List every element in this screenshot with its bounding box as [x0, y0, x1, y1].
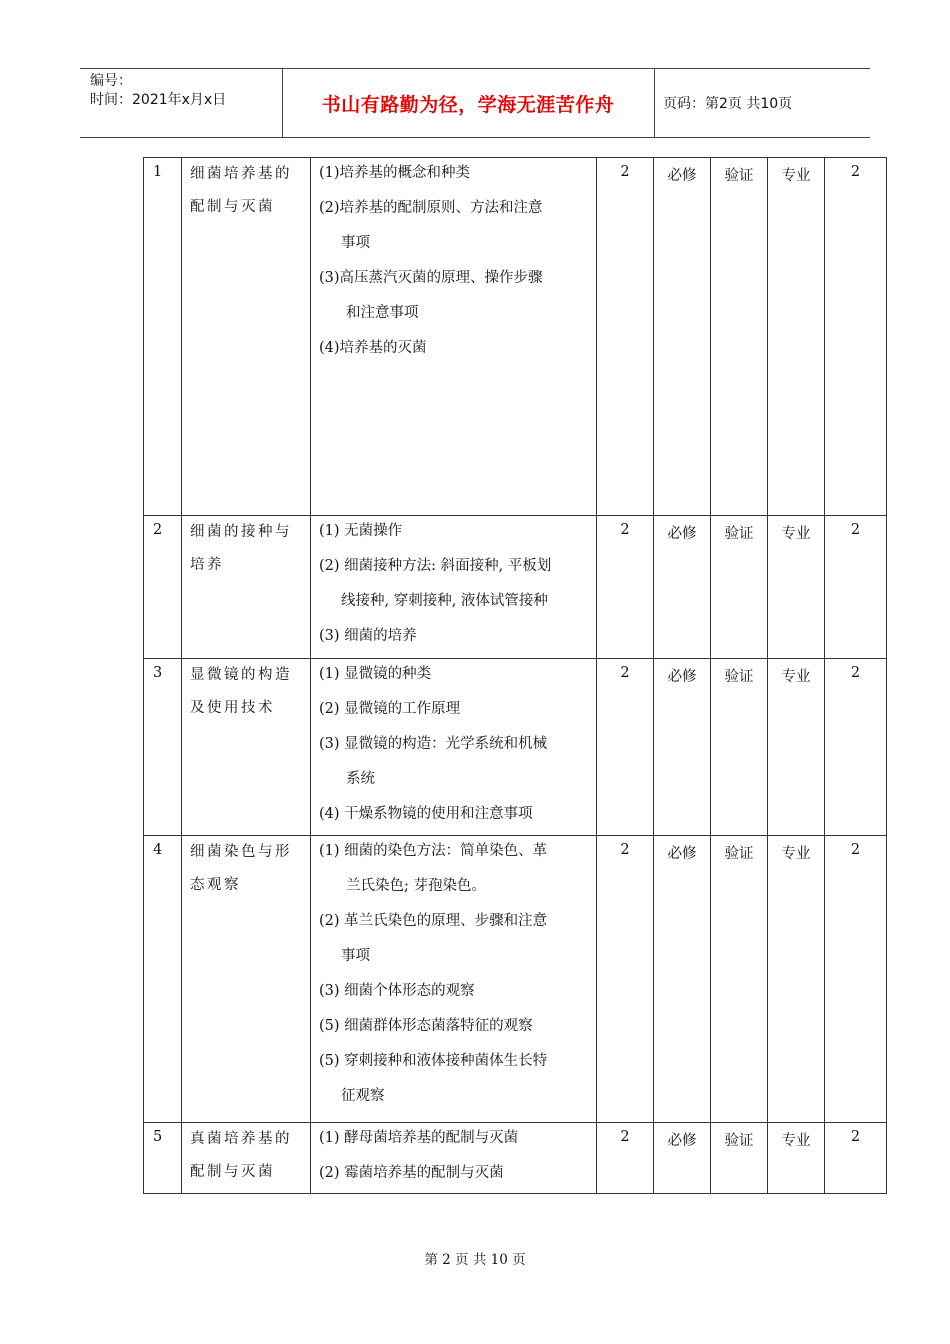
experiment-name-line: 细菌的接种与 [190, 524, 292, 540]
experiment-kind-cell: 验证 [711, 516, 768, 659]
header-page-info: 页码：第2页 共10页 [663, 96, 793, 112]
time-label: 时间：2021年x月x日 [90, 92, 227, 108]
page-footer: 第 2 页 共 10 页 [424, 1252, 526, 1268]
experiment-name-line: 细菌染色与形 [190, 844, 292, 860]
content-item-continuation: 事项 [341, 948, 370, 964]
row-number: 4 [144, 836, 182, 1123]
experiment-name-line: 细菌培养基的 [190, 166, 292, 182]
content-item-text: (5) 细菌群体形态菌落特征的观察 [319, 1018, 533, 1034]
audience-cell: 专业 [768, 1123, 825, 1194]
content-item [319, 626, 590, 646]
experiment-name-line: 及使用技术 [190, 700, 275, 716]
content-item [319, 1163, 590, 1183]
content-item-text: (2) 霉菌培养基的配制与灭菌 [319, 1165, 504, 1181]
group-size-cell: 2 [825, 158, 887, 516]
experiment-content [311, 659, 597, 836]
content-item-text: (2)培养基的配制原则、方法和注意 [319, 200, 543, 216]
group-size-cell: 2 [825, 1123, 887, 1194]
content-item-continuation: 和注意事项 [346, 305, 419, 321]
hours-cell: 2 [597, 1123, 654, 1194]
group-size-cell: 2 [825, 836, 887, 1123]
row-number: 5 [144, 1123, 182, 1194]
experiment-content [311, 516, 597, 659]
content-item-continuation: 征观察 [341, 1088, 385, 1104]
content-item-text: (2) 显微镜的工作原理 [319, 701, 461, 717]
header-motto: 书山有路勤为径，学海无涯苦作舟 [321, 93, 615, 116]
content-item-text: (5) 穿刺接种和液体接种菌体生长特 [319, 1053, 548, 1069]
content-item [319, 163, 590, 183]
course-type-cell: 必修 [654, 659, 711, 836]
course-type-cell: 必修 [654, 836, 711, 1123]
hours-cell: 2 [597, 659, 654, 836]
experiment-kind-cell: 验证 [711, 659, 768, 836]
table-row [144, 516, 887, 659]
content-item-text: (4)培养基的灭菌 [319, 340, 427, 356]
experiment-name-line: 态观察 [190, 877, 241, 893]
experiment-name [182, 158, 311, 516]
header-meta [90, 72, 226, 110]
table-row [144, 836, 887, 1123]
header-divider [654, 69, 655, 137]
content-item [319, 338, 590, 358]
hours-cell: 2 [597, 516, 654, 659]
experiment-kind-cell: 验证 [711, 1123, 768, 1194]
experiment-name-line: 配制与灭菌 [190, 199, 275, 215]
group-size-cell: 2 [825, 516, 887, 659]
audience-cell: 专业 [768, 659, 825, 836]
experiment-kind-cell: 验证 [711, 158, 768, 516]
content-item-text: (1) 无菌操作 [319, 523, 403, 539]
experiment-kind-cell: 验证 [711, 836, 768, 1123]
experiment-name-line: 显微镜的构造 [190, 667, 292, 683]
course-type-cell: 必修 [654, 158, 711, 516]
content-item [319, 804, 590, 824]
content-item [319, 1016, 590, 1036]
experiment-name [182, 659, 311, 836]
content-item [319, 841, 590, 896]
content-item [319, 734, 590, 789]
row-number: 1 [144, 158, 182, 516]
table-row [144, 158, 887, 516]
course-type-cell: 必修 [654, 1123, 711, 1194]
experiment-name-line: 真菌培养基的 [190, 1131, 292, 1147]
hours-cell: 2 [597, 836, 654, 1123]
content-item [319, 268, 590, 323]
content-item-continuation: 系统 [346, 771, 375, 787]
hours-cell: 2 [597, 158, 654, 516]
content-item-text: (1) 显微镜的种类 [319, 666, 432, 682]
experiment-name [182, 836, 311, 1123]
content-item-text: (3) 细菌的培养 [319, 628, 417, 644]
content-item [319, 521, 590, 541]
content-item [319, 198, 590, 253]
experiment-name-line: 配制与灭菌 [190, 1164, 275, 1180]
content-item [319, 1128, 590, 1148]
content-item-continuation: 事项 [341, 235, 370, 251]
content-item-continuation: 线接种, 穿刺接种, 液体试管接种 [341, 593, 548, 609]
experiment-name [182, 1123, 311, 1194]
experiment-content [311, 836, 597, 1123]
experiment-content [311, 1123, 597, 1194]
content-item [319, 911, 590, 966]
row-number: 2 [144, 516, 182, 659]
content-item-text: (1) 酵母菌培养基的配制与灭菌 [319, 1130, 519, 1146]
content-item [319, 664, 590, 684]
group-size-cell: 2 [825, 659, 887, 836]
course-type-cell: 必修 [654, 516, 711, 659]
content-item-text: (4) 干燥系物镜的使用和注意事项 [319, 806, 533, 822]
page-header [80, 68, 870, 138]
content-item-text: (2) 细菌接种方法: 斜面接种, 平板划 [319, 558, 552, 574]
content-item-continuation: 兰氏染色; 芽孢染色。 [346, 878, 486, 894]
content-item-text: (3) 显微镜的构造：光学系统和机械 [319, 736, 548, 752]
content-item-text: (1)培养基的概念和种类 [319, 165, 471, 181]
content-item [319, 556, 590, 611]
experiment-table [143, 157, 887, 1194]
audience-cell: 专业 [768, 516, 825, 659]
content-item-text: (3)高压蒸汽灭菌的原理、操作步骤 [319, 270, 543, 286]
content-item [319, 699, 590, 719]
content-item [319, 1051, 590, 1106]
code-label: 编号： [90, 73, 132, 89]
content-item-text: (2) 革兰氏染色的原理、步骤和注意 [319, 913, 548, 929]
audience-cell: 专业 [768, 158, 825, 516]
experiment-name [182, 516, 311, 659]
audience-cell: 专业 [768, 836, 825, 1123]
experiment-content [311, 158, 597, 516]
experiment-name-line: 培养 [190, 557, 224, 573]
table-row [144, 659, 887, 836]
table-row [144, 1123, 887, 1194]
content-item-text: (1) 细菌的染色方法：简单染色、革 [319, 843, 548, 859]
row-number: 3 [144, 659, 182, 836]
content-item [319, 981, 590, 1001]
content-item-text: (3) 细菌个体形态的观察 [319, 983, 475, 999]
